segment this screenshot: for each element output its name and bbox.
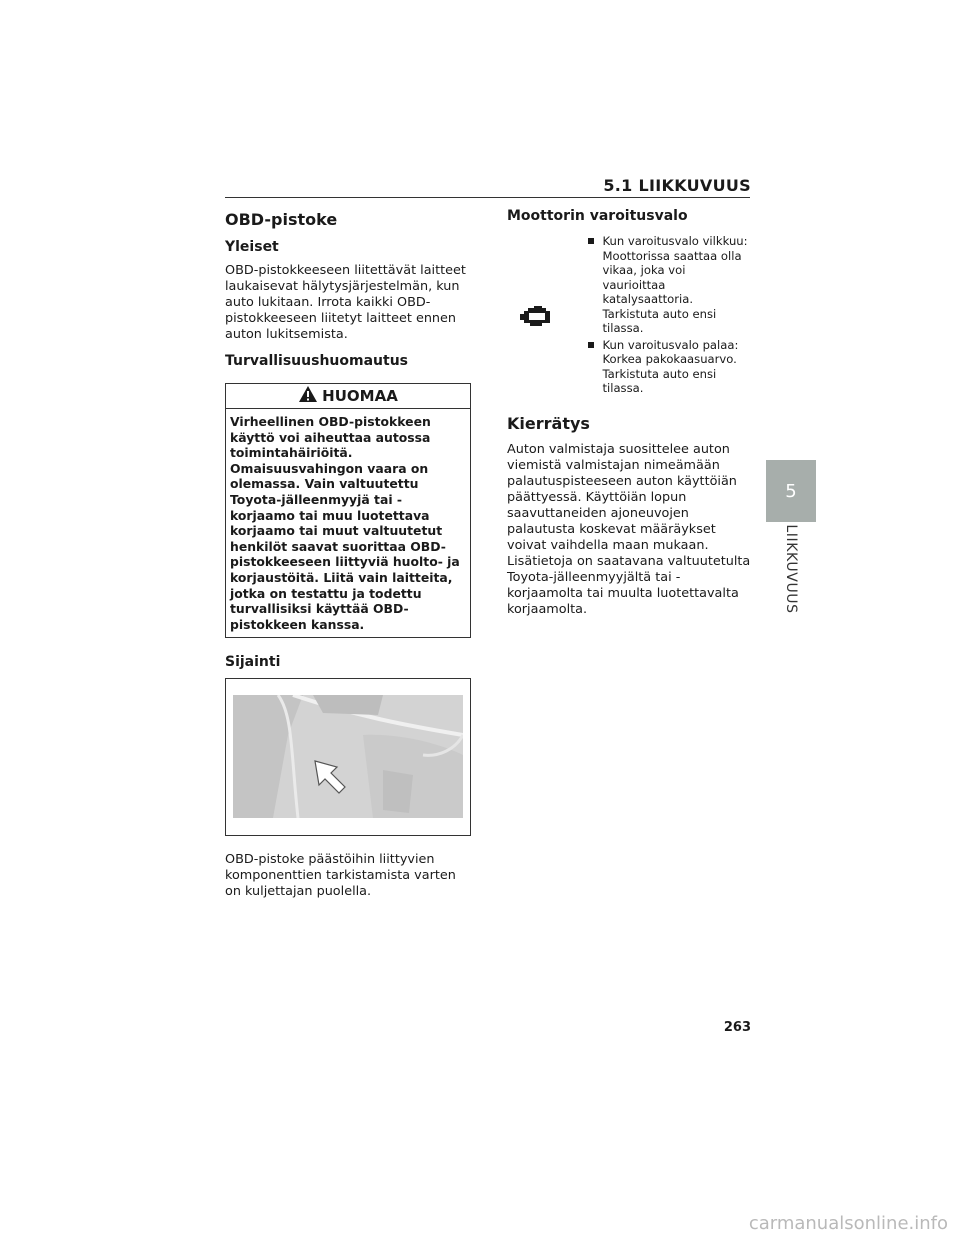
section-title-recycling: Kierrätys	[507, 413, 590, 433]
chapter-tab-label	[766, 524, 816, 614]
list-item: Kun varoitusvalo palaa: Korkea pakokaasuarvo. Tarkistuta auto ensi tilassa.	[588, 338, 752, 396]
subheading-general: Yleiset	[225, 239, 279, 255]
right-column	[507, 208, 752, 628]
footwell-illustration	[233, 695, 463, 818]
obd-location-image	[225, 678, 471, 836]
warning-label: HUOMAA	[322, 387, 398, 405]
chapter-tab-label-text: LIIKKUVUUS	[783, 524, 799, 614]
warning-triangle-icon	[298, 385, 318, 407]
location-caption: OBD-pistoke päästöihin liittyvien komponenttien tarkistamista varten on kuljettajan puolella.	[225, 852, 456, 900]
watermark: carmanualsonline.info	[748, 1213, 948, 1234]
page-number: 263	[723, 1020, 751, 1035]
general-paragraph: OBD-pistokkeeseen liitettävät laitteet laukaisevat hälytysjärjestelmän, kun auto lukitaan. Irrota kaikki OBD-pistokkeeseen liitetyt laitteet ennen auton lukitsemista.	[225, 263, 466, 342]
left-column	[225, 208, 471, 910]
subheading-safety: Turvallisuushuomautus	[225, 353, 408, 369]
warning-box	[225, 383, 471, 638]
check-engine-icon	[507, 234, 566, 398]
subheading-engine-lamp: Moottorin varoitusvalo	[507, 208, 688, 224]
header-rule	[225, 197, 750, 198]
warning-header	[226, 384, 470, 409]
chapter-title: 5.1 LIIKKUVUUS	[603, 176, 751, 195]
chapter-tab[interactable]: 5	[766, 460, 816, 522]
subheading-location: Sijainti	[225, 654, 281, 671]
list-item: Kun varoitusvalo vilkkuu: Moottorissa saattaa olla vikaa, joka voi vaurioittaa katalysaattoria. Tarkistuta auto ensi tilassa.	[588, 234, 752, 336]
section-title-obd: OBD-pistoke	[225, 210, 338, 229]
engine-lamp-block	[507, 234, 752, 398]
recycling-paragraph: Auton valmistaja suosittelee auton viemistä valmistajan nimeämään palautuspisteeseen auton käyttöiän päättyessä. Käyttöiän lopun saavuttaneiden ajoneuvojen palautusta koskevat määräykset voivat vaihdella maan mukaan. Lisätietoja on saatavana valtuutetulta Toyota-jälleenmyyjältä tai -korjaamolta tai muulta luotettavalta korjaamolta.	[507, 441, 751, 617]
warning-text: Virheellinen OBD-pistokkeen käyttö voi aiheuttaa autossa toimintahäiriöitä. Omaisuusvahingon vaara on olemassa. Vain valtuutettu Toyota-jälleenmyyjä tai -korjaamo tai muu luotettava korjaamo tai muut valtuutetut henkilöt saavat suorittaa OBD-pistokkeeseen liittyviä huolto- ja korjaustöitä. Liitä vain laitteita, jotka on testattu ja todettu turvallisiksi käyttää OBD-pistokkeen kanssa.	[230, 414, 460, 632]
engine-lamp-list	[588, 234, 752, 398]
